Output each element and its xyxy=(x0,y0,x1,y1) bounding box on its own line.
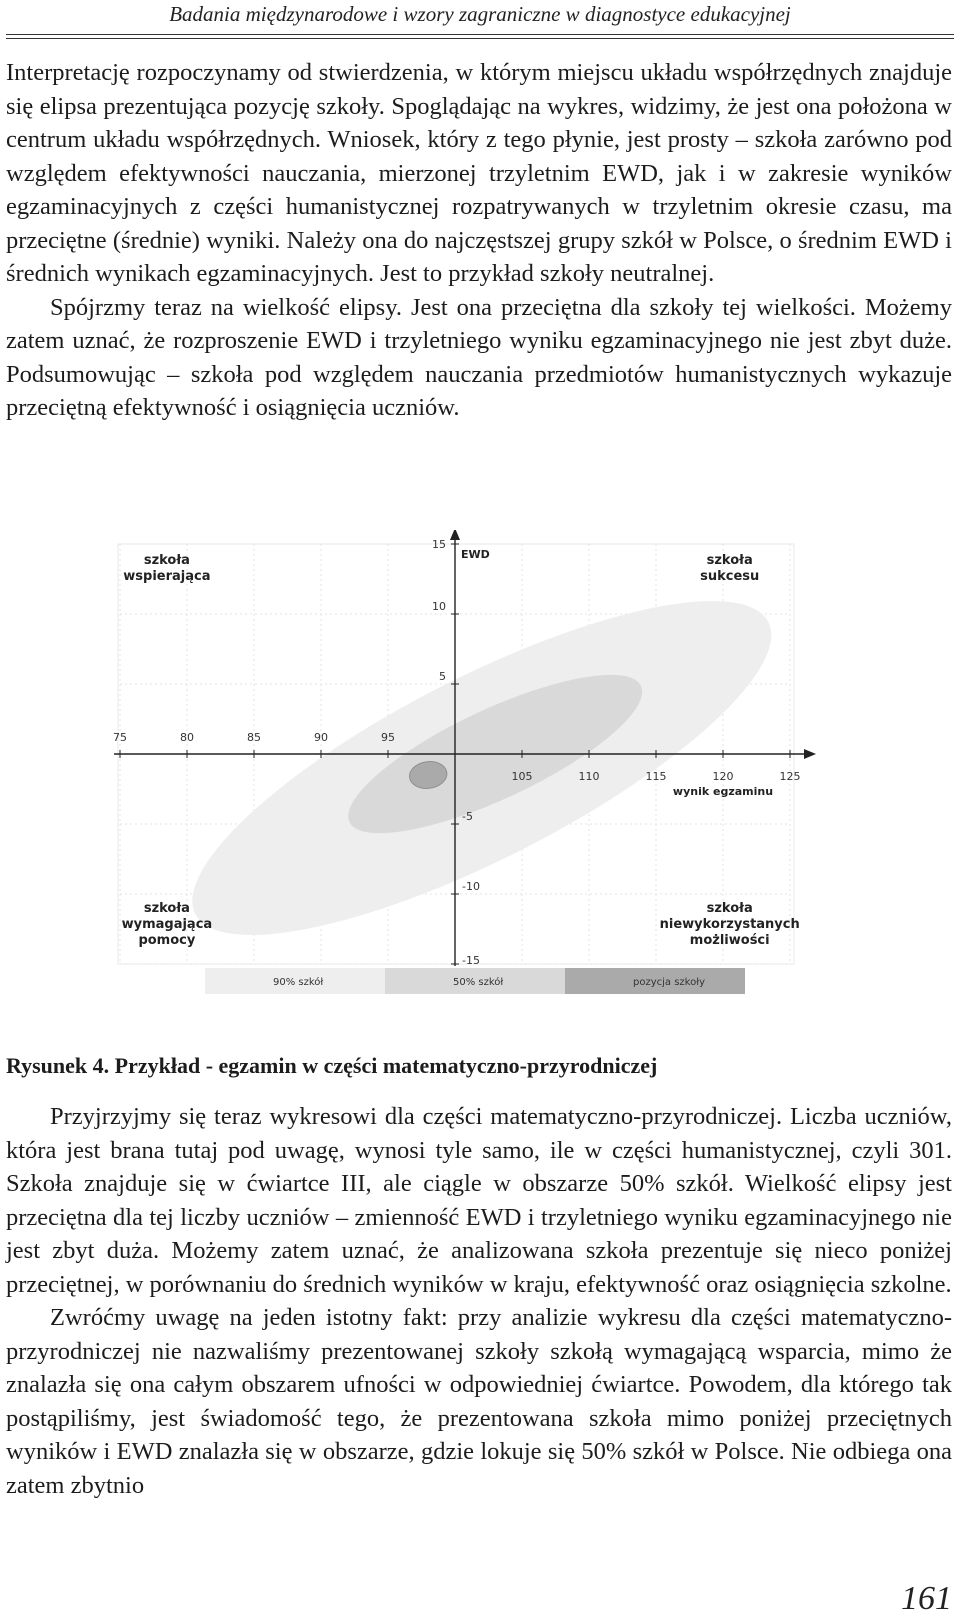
x-tick-label: 85 xyxy=(247,731,261,744)
header-rule-bottom xyxy=(6,38,954,39)
running-header: Badania międzynarodowe i wzory zagraniczne w diagnostyce edukacyjnej xyxy=(169,2,791,26)
figure-caption: Rysunek 4. Przykład - egzamin w części matematyczno-przyrodniczej xyxy=(6,1053,658,1078)
quadrant-label-bottom-left: wymagająca xyxy=(121,917,213,932)
x-tick-label: 75 xyxy=(113,731,127,744)
y-tick-label: 10 xyxy=(432,600,446,613)
body-text-bottom xyxy=(6,1100,952,1502)
legend-label: pozycja szkoły xyxy=(633,977,705,988)
quadrant-label-top-right: sukcesu xyxy=(700,569,760,584)
paragraph: Interpretację rozpoczynamy od stwierdzenia, w którym miejscu układu współrzędnych znajduje się elipsa prezentująca pozycję szkoły. Spoglądając na wykres, widzimy, że jest ona położona w centrum układu współrzędnych. Wniosek, który z tego płynie, jest prosty – szkoła zarówno pod względem efektywności nauczania, mierzonej trzyletnim EWD, jak i w zakresie wyników egzaminacyjnych z części humanistycznej rozpatrywanych w trzyletnim okresie czasu, ma przeciętne (średnie) wyniki. Należy ona do najczęstszej grupy szkół w Polsce, o średnim EWD i średnich wynikach egzaminacyjnych. Jest to przykład szkoły neutralnej. xyxy=(6,59,952,287)
quadrant-label-bottom-left: pomocy xyxy=(138,933,196,948)
legend-label: 90% szkół xyxy=(273,977,324,988)
y-tick-label: 5 xyxy=(439,670,446,683)
x-tick-label: 80 xyxy=(180,731,194,744)
page-number: 161 xyxy=(901,1580,952,1617)
quadrant-label-bottom-left: szkoła xyxy=(143,901,190,916)
quadrant-label-top-left: szkoła xyxy=(143,553,190,568)
y-axis-label: EWD xyxy=(461,548,490,561)
x-tick-label: 120 xyxy=(712,770,734,783)
y-tick-label: -5 xyxy=(462,810,473,823)
body-text-top xyxy=(6,56,952,425)
x-tick-label: 110 xyxy=(578,770,600,783)
x-tick-label: 115 xyxy=(645,770,667,783)
quadrant-label-bottom-right: szkoła xyxy=(706,901,753,916)
quadrant-label-bottom-right: niewykorzystanych xyxy=(659,917,800,932)
y-axis-arrow xyxy=(450,530,460,540)
ewd-chart xyxy=(100,530,840,1030)
quadrant-label-top-right: szkoła xyxy=(706,553,753,568)
x-tick-label: 125 xyxy=(779,770,801,783)
paragraph: Zwróćmy uwagę na jeden istotny fakt: przy analizie wykresu dla części matematyczno-przyrodniczej nie nazwaliśmy prezentowanej szkoły szkołą wymagającą wsparcia, mimo że znalazła się ona całym obszarem ufności w odpowiedniej ćwiartce. Powodem, dla którego tak postąpiliśmy, jest świadomość tego, że prezentowana szkoła mimo poniżej przeciętnych wyników i EWD znalazła się w obszarze, gdzie lokuje się 50% szkół w Polsce. Nie odbiega ona zatem zbytnio xyxy=(6,1304,952,1499)
x-axis-label: wynik egzaminu xyxy=(672,785,774,798)
header-rule-top xyxy=(6,34,954,35)
x-tick-label: 95 xyxy=(381,731,395,744)
paragraph: Przyjrzyjmy się teraz wykresowi dla części matematyczno-przyrodniczej. Liczba uczniów, która jest brana tutaj pod uwagę, wynosi tyle samo, ile w części humanistycznej, czyli 301. Szkoła znajduje się w ćwiartce III, ale ciągle w obszarze 50% szkół. Wielkość elipsy jest przeciętna dla tej liczby uczniów – zmienność EWD i trzyletniego wyniku egzaminacyjnego nie jest zbyt duża. Możemy zatem uznać, że analizowana szkoła prezentuje się nieco poniżej przeciętnej, w porównaniu do średnich wyników w kraju, efektywność oraz osiągnięcia szkolne. xyxy=(6,1103,952,1298)
y-tick-label: 15 xyxy=(432,538,446,551)
y-tick-label: -15 xyxy=(462,954,480,967)
quadrant-label-top-left: wspierająca xyxy=(123,569,211,584)
x-axis-arrow xyxy=(804,749,816,759)
quadrant-label-bottom-right: możliwości xyxy=(689,933,770,948)
legend xyxy=(205,968,745,994)
y-tick-label: -10 xyxy=(462,880,480,893)
x-tick-label: 90 xyxy=(314,731,328,744)
paragraph: Spójrzmy teraz na wielkość elipsy. Jest ona przeciętna dla szkoły tej wielkości. Możemy zatem uznać, że rozproszenie EWD i trzyletniego wyniku egzaminacyjnego nie jest zbyt duże. Podsumowując – szkoła pod względem nauczania przedmiotów humanistycznych wykazuje przeciętną efektywność i osiągnięcia uczniów. xyxy=(6,293,952,421)
x-tick-label: 105 xyxy=(511,770,533,783)
legend-label: 50% szkół xyxy=(453,977,504,988)
